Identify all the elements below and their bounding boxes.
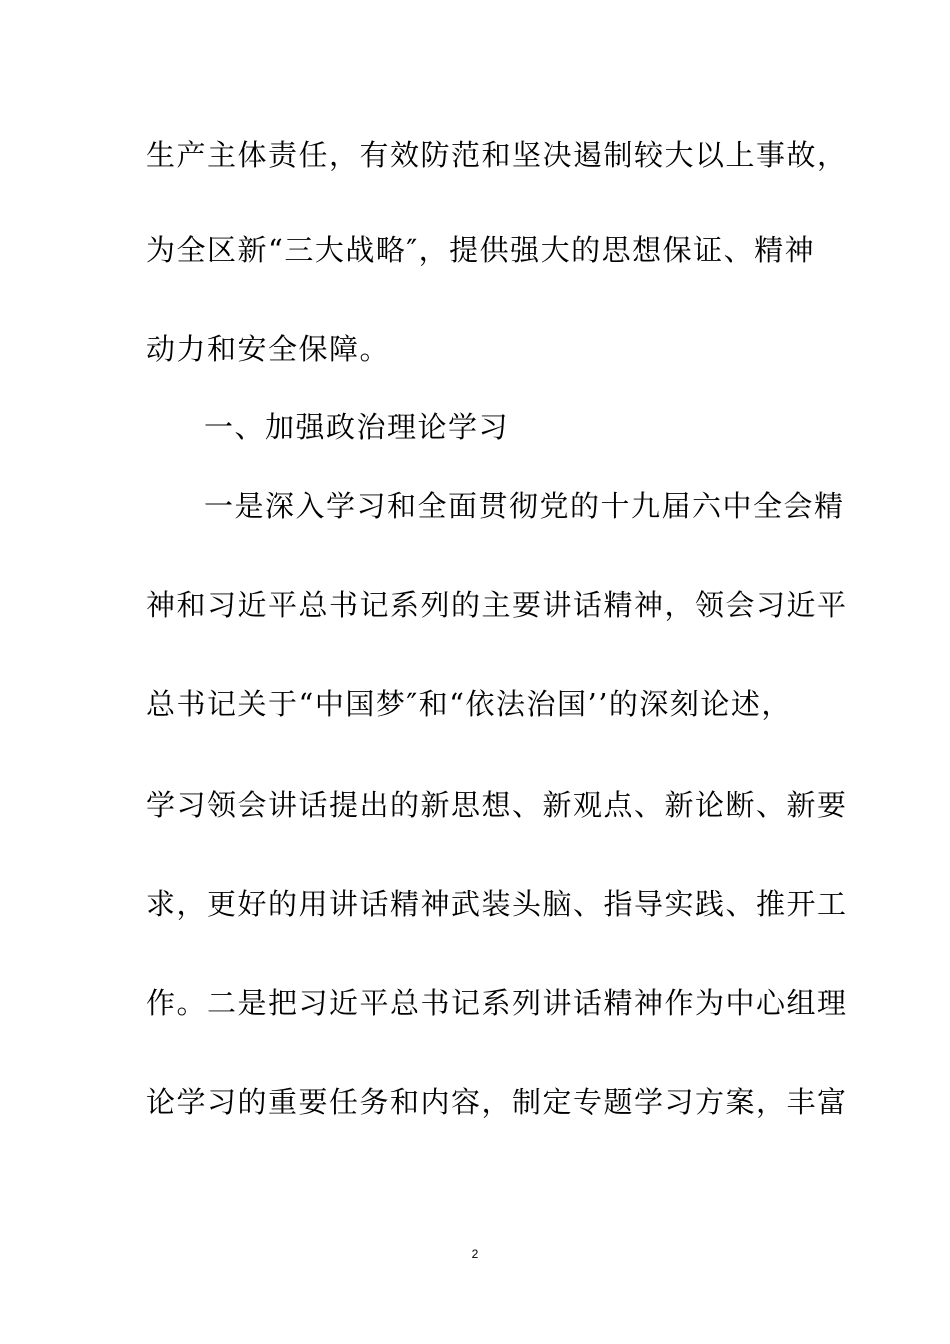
page-number: 2 (471, 1247, 479, 1261)
text-line: 总书记关于“中国梦″和“依法治国’’的深刻论述， (146, 687, 792, 721)
text-line: 神和习近平总书记系列的主要讲话精神，领会习近平 (146, 588, 848, 622)
text-line: 一是深入学习和全面贯彻党的十九届六中全会精 (204, 489, 845, 523)
text-line: 学习领会讲话提出的新思想、新观点、新论断、新要 (146, 788, 848, 822)
text-line: 求，更好的用讲话精神武装头脑、指导实践、推开工 (146, 887, 848, 921)
section-heading: 一、加强政治理论学习 (204, 410, 510, 444)
text-line: 生产主体责任，有效防范和坚决遏制较大以上事故， (146, 138, 848, 172)
text-line: 为全区新“三大战略″，提供强大的思想保证、精神 (146, 233, 816, 267)
text-line: 作。二是把习近平总书记系列讲话精神作为中心组理 (146, 986, 848, 1020)
text-line: 论学习的重要任务和内容，制定专题学习方案，丰富 (146, 1085, 848, 1119)
text-line: 动力和安全保障。 (146, 332, 391, 366)
